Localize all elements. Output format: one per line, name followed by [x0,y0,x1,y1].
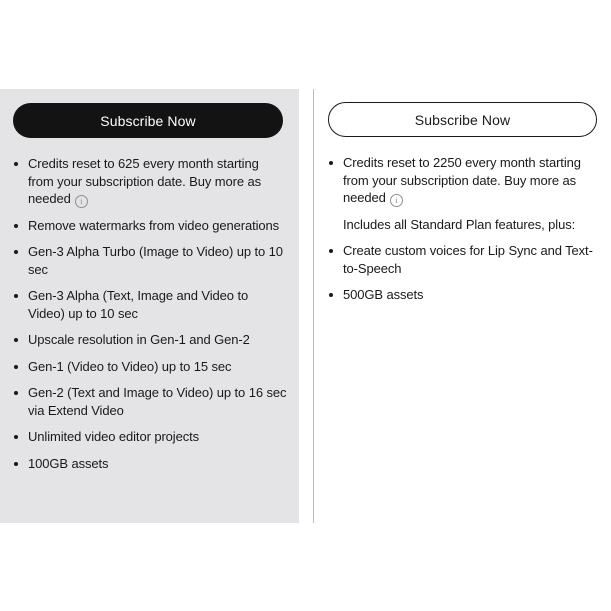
feature-item [12,155,287,208]
bullet-dot [14,162,18,166]
feature-item [12,455,287,473]
feature-item [12,331,287,349]
bullet-dot [14,338,18,342]
feature-item [327,216,599,234]
feature-text: Remove watermarks from video generations [28,217,280,233]
feature-text: Create custom voices for Lip Sync and Text-to-Speech [343,243,593,276]
feature-item [12,243,287,278]
feature-text: Gen-3 Alpha (Text, Image and Video to Video) up to 10 sec [28,288,249,321]
subscribe-now-button-pro[interactable]: Subscribe Now [328,102,597,137]
feature-text: Gen-1 (Video to Video) up to 15 sec [28,358,232,374]
subscribe-now-button-standard[interactable]: Subscribe Now [13,103,283,138]
feature-item [327,242,599,277]
plan-panel-pro [313,89,611,523]
plan-panel-standard [0,89,299,523]
feature-text: 500GB assets [343,287,424,303]
feature-list-pro [327,154,599,304]
feature-text: Upscale resolution in Gen-1 and Gen-2 [28,332,250,348]
feature-text: Includes all Standard Plan features, plus: [343,216,576,232]
feature-item [12,217,287,235]
feature-item [12,358,287,376]
bullet-dot [329,293,333,297]
feature-item [327,154,599,207]
feature-text: Gen-2 (Text and Image to Video) up to 16 sec via Extend Video [28,385,287,418]
feature-item [12,428,287,446]
feature-item [327,286,599,304]
bullet-dot [14,435,18,439]
feature-item [12,384,287,419]
feature-list-standard [12,155,287,472]
feature-item [12,287,287,322]
bullet-dot [14,391,18,395]
info-icon[interactable]: i [390,194,403,207]
feature-text: Gen-3 Alpha Turbo (Image to Video) up to 10 sec [28,244,283,277]
bullet-dot [14,250,18,254]
bullet-dot [14,224,18,228]
info-icon[interactable]: i [75,195,88,208]
feature-text: Unlimited video editor projects [28,429,200,445]
bullet-dot [14,365,18,369]
feature-text: 100GB assets [28,455,109,471]
feature-text: Credits reset to 625 every month starting from your subscription date. Buy more as needed [28,156,261,206]
bullet-dot [14,462,18,466]
feature-text: Credits reset to 2250 every month starting from your subscription date. Buy more as needed [343,155,581,205]
bullet-dot [14,294,18,298]
bullet-dot [329,161,333,165]
bullet-dot [329,249,333,253]
